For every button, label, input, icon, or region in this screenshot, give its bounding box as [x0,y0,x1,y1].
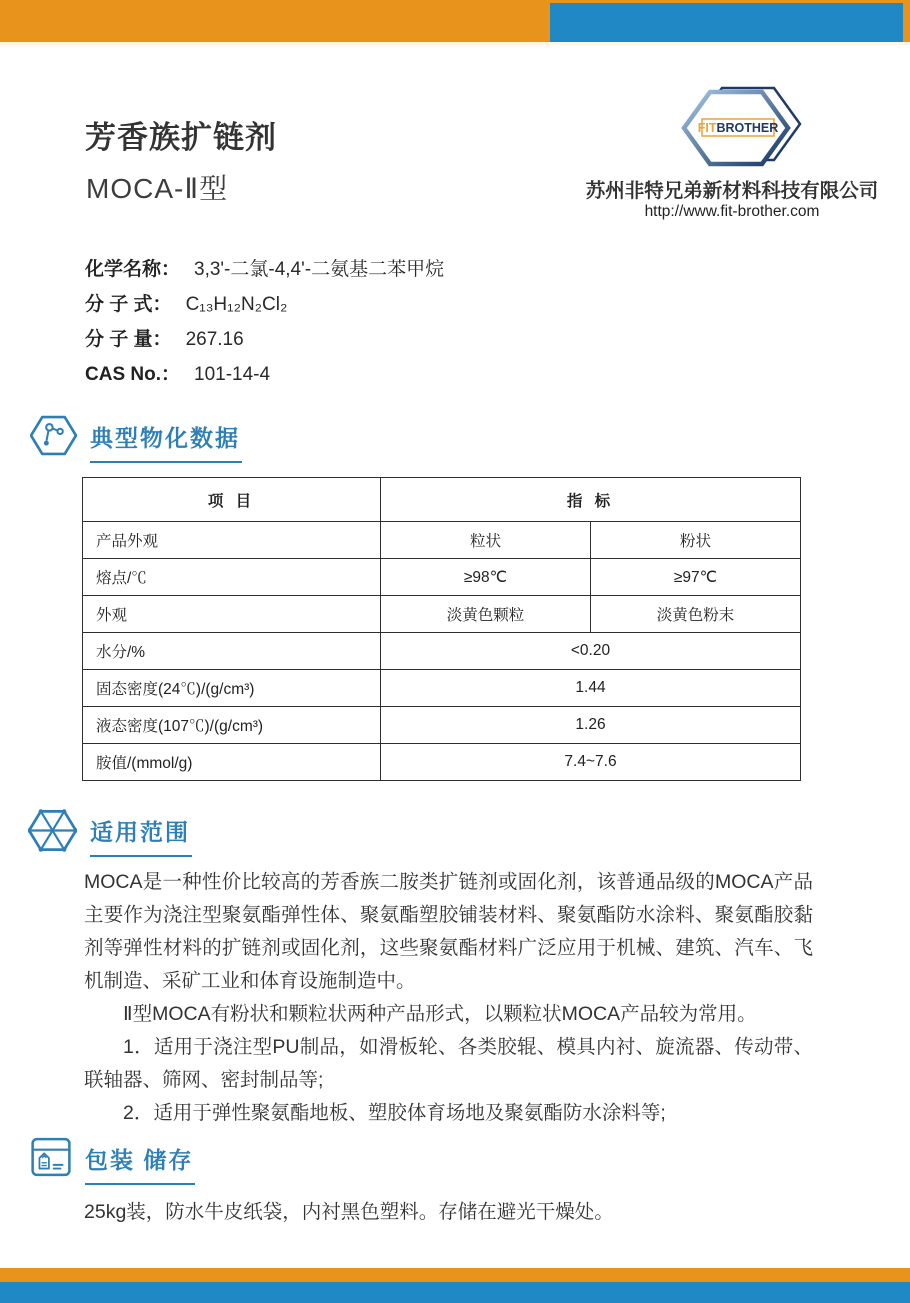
chem-value: 101-14-4 [194,364,271,385]
chem-row-formula [85,293,444,316]
logo-text-fit: FIT [697,121,717,135]
paragraph: Ⅱ型MOCA有粉状和颗粒状两种产品形式，以颗粒状MOCA产品较为常用。 [123,1003,757,1025]
row-name-cell: 液态密度(107℃)/(g/cm³) [83,707,381,744]
row-powder-cell: 淡黄色粉末 [591,596,801,633]
website-url: http://www.fit-brother.com [644,203,820,220]
row-name-cell: 水分/% [83,633,381,670]
row-granular-cell: ≥98℃ [381,559,591,596]
chem-value: 3,3'-二氯-4,4'-二氨基二苯甲烷 [194,259,445,280]
row-powder-cell: ≥97℃ [591,559,801,596]
section-title: 包装 储存 [85,1136,195,1185]
row-value-cell: 1.26 [381,707,801,744]
package-box-icon [30,1136,72,1178]
row-value-cell: 7.4~7.6 [381,744,801,781]
table-row [83,670,801,707]
application-text [84,866,813,1130]
table-row [83,522,801,559]
table-header-row [83,478,801,522]
header-cell-item: 项 目 [83,478,381,522]
section-title: 适用范围 [90,808,192,857]
row-name-cell: 胺值/(mmol/g) [83,744,381,781]
chem-row-weight [85,328,444,351]
row-name-cell: 熔点/℃ [83,559,381,596]
chem-value: 267.16 [185,329,244,350]
chem-value: C₁₃H₁₂N₂Cl₂ [185,294,288,315]
table-row [83,633,801,670]
header-cell-spec: 指 标 [381,478,801,522]
table-row [83,707,801,744]
chem-row-name [85,258,444,281]
row-name-cell: 固态密度(24℃)/(g/cm³) [83,670,381,707]
row-powder-cell: 粉状 [591,522,801,559]
company-name: 苏州非特兄弟新材料科技有限公司 [585,180,879,202]
paragraph: 2．适用于弹性聚氨酯地板、塑胶体育场地及聚氨酯防水涂料等; [123,1102,666,1124]
row-name-cell: 外观 [83,596,381,633]
chem-label: CAS No.： [85,364,181,385]
paragraph: MOCA是一种性价比较高的芳香族二胺类扩链剂或固化剂，该普通品级的MOCA产品主要作为浇注型聚氨酯弹性体、聚氨酯塑胶铺装材料、聚氨酯防水涂料、聚氨酯胶黏剂等弹性材料的扩链剂或固化剂，这些聚氨酯材料广泛应用于机械、建筑、汽车、飞机制造、采矿工业和体育设施制造中。 [84,871,813,992]
svg-text:FITBROTHER [698,121,779,135]
physical-data-table [82,477,801,781]
packing-text: 25kg装，防水牛皮纸袋，内衬黑色塑料。存储在避光干燥处。 [84,1201,614,1223]
row-granular-cell: 粒状 [381,522,591,559]
bottom-orange-bar [0,1268,910,1282]
row-granular-cell: 淡黄色颗粒 [381,596,591,633]
page-title: 芳香族扩链剂 [85,120,277,155]
bottom-blue-bar [0,1282,910,1303]
section-physical-data [30,414,242,463]
logo-text-brother: BROTHER [716,121,779,135]
product-model: MOCA-Ⅱ型 [86,173,229,204]
section-title: 典型物化数据 [90,414,242,463]
table-row [83,559,801,596]
top-blue-bar [550,3,903,42]
fitbrother-logo-icon [680,84,808,172]
row-name-cell: 产品外观 [83,522,381,559]
chem-label: 分 子 量： [85,329,172,350]
fitbrother-logo [680,84,808,172]
section-application [28,808,192,857]
table-row [83,596,801,633]
row-value-cell: <0.20 [381,633,801,670]
top-bar-underglow [0,42,910,45]
row-value-cell: 1.44 [381,670,801,707]
paragraph: 1．适用于浇注型PU制品，如滑板轮、各类胶辊、模具内衬、旋流器、传动带、联轴器、筛网、密封制品等; [84,1036,813,1091]
chem-row-cas [85,363,444,386]
chem-label: 分 子 式： [85,294,172,315]
table-row [83,744,801,781]
section-packing [30,1136,195,1185]
chemical-info [85,258,444,386]
chem-label: 化学名称： [85,259,181,280]
cube-hexagon-icon [28,808,77,853]
molecule-hexagon-icon [30,414,77,457]
